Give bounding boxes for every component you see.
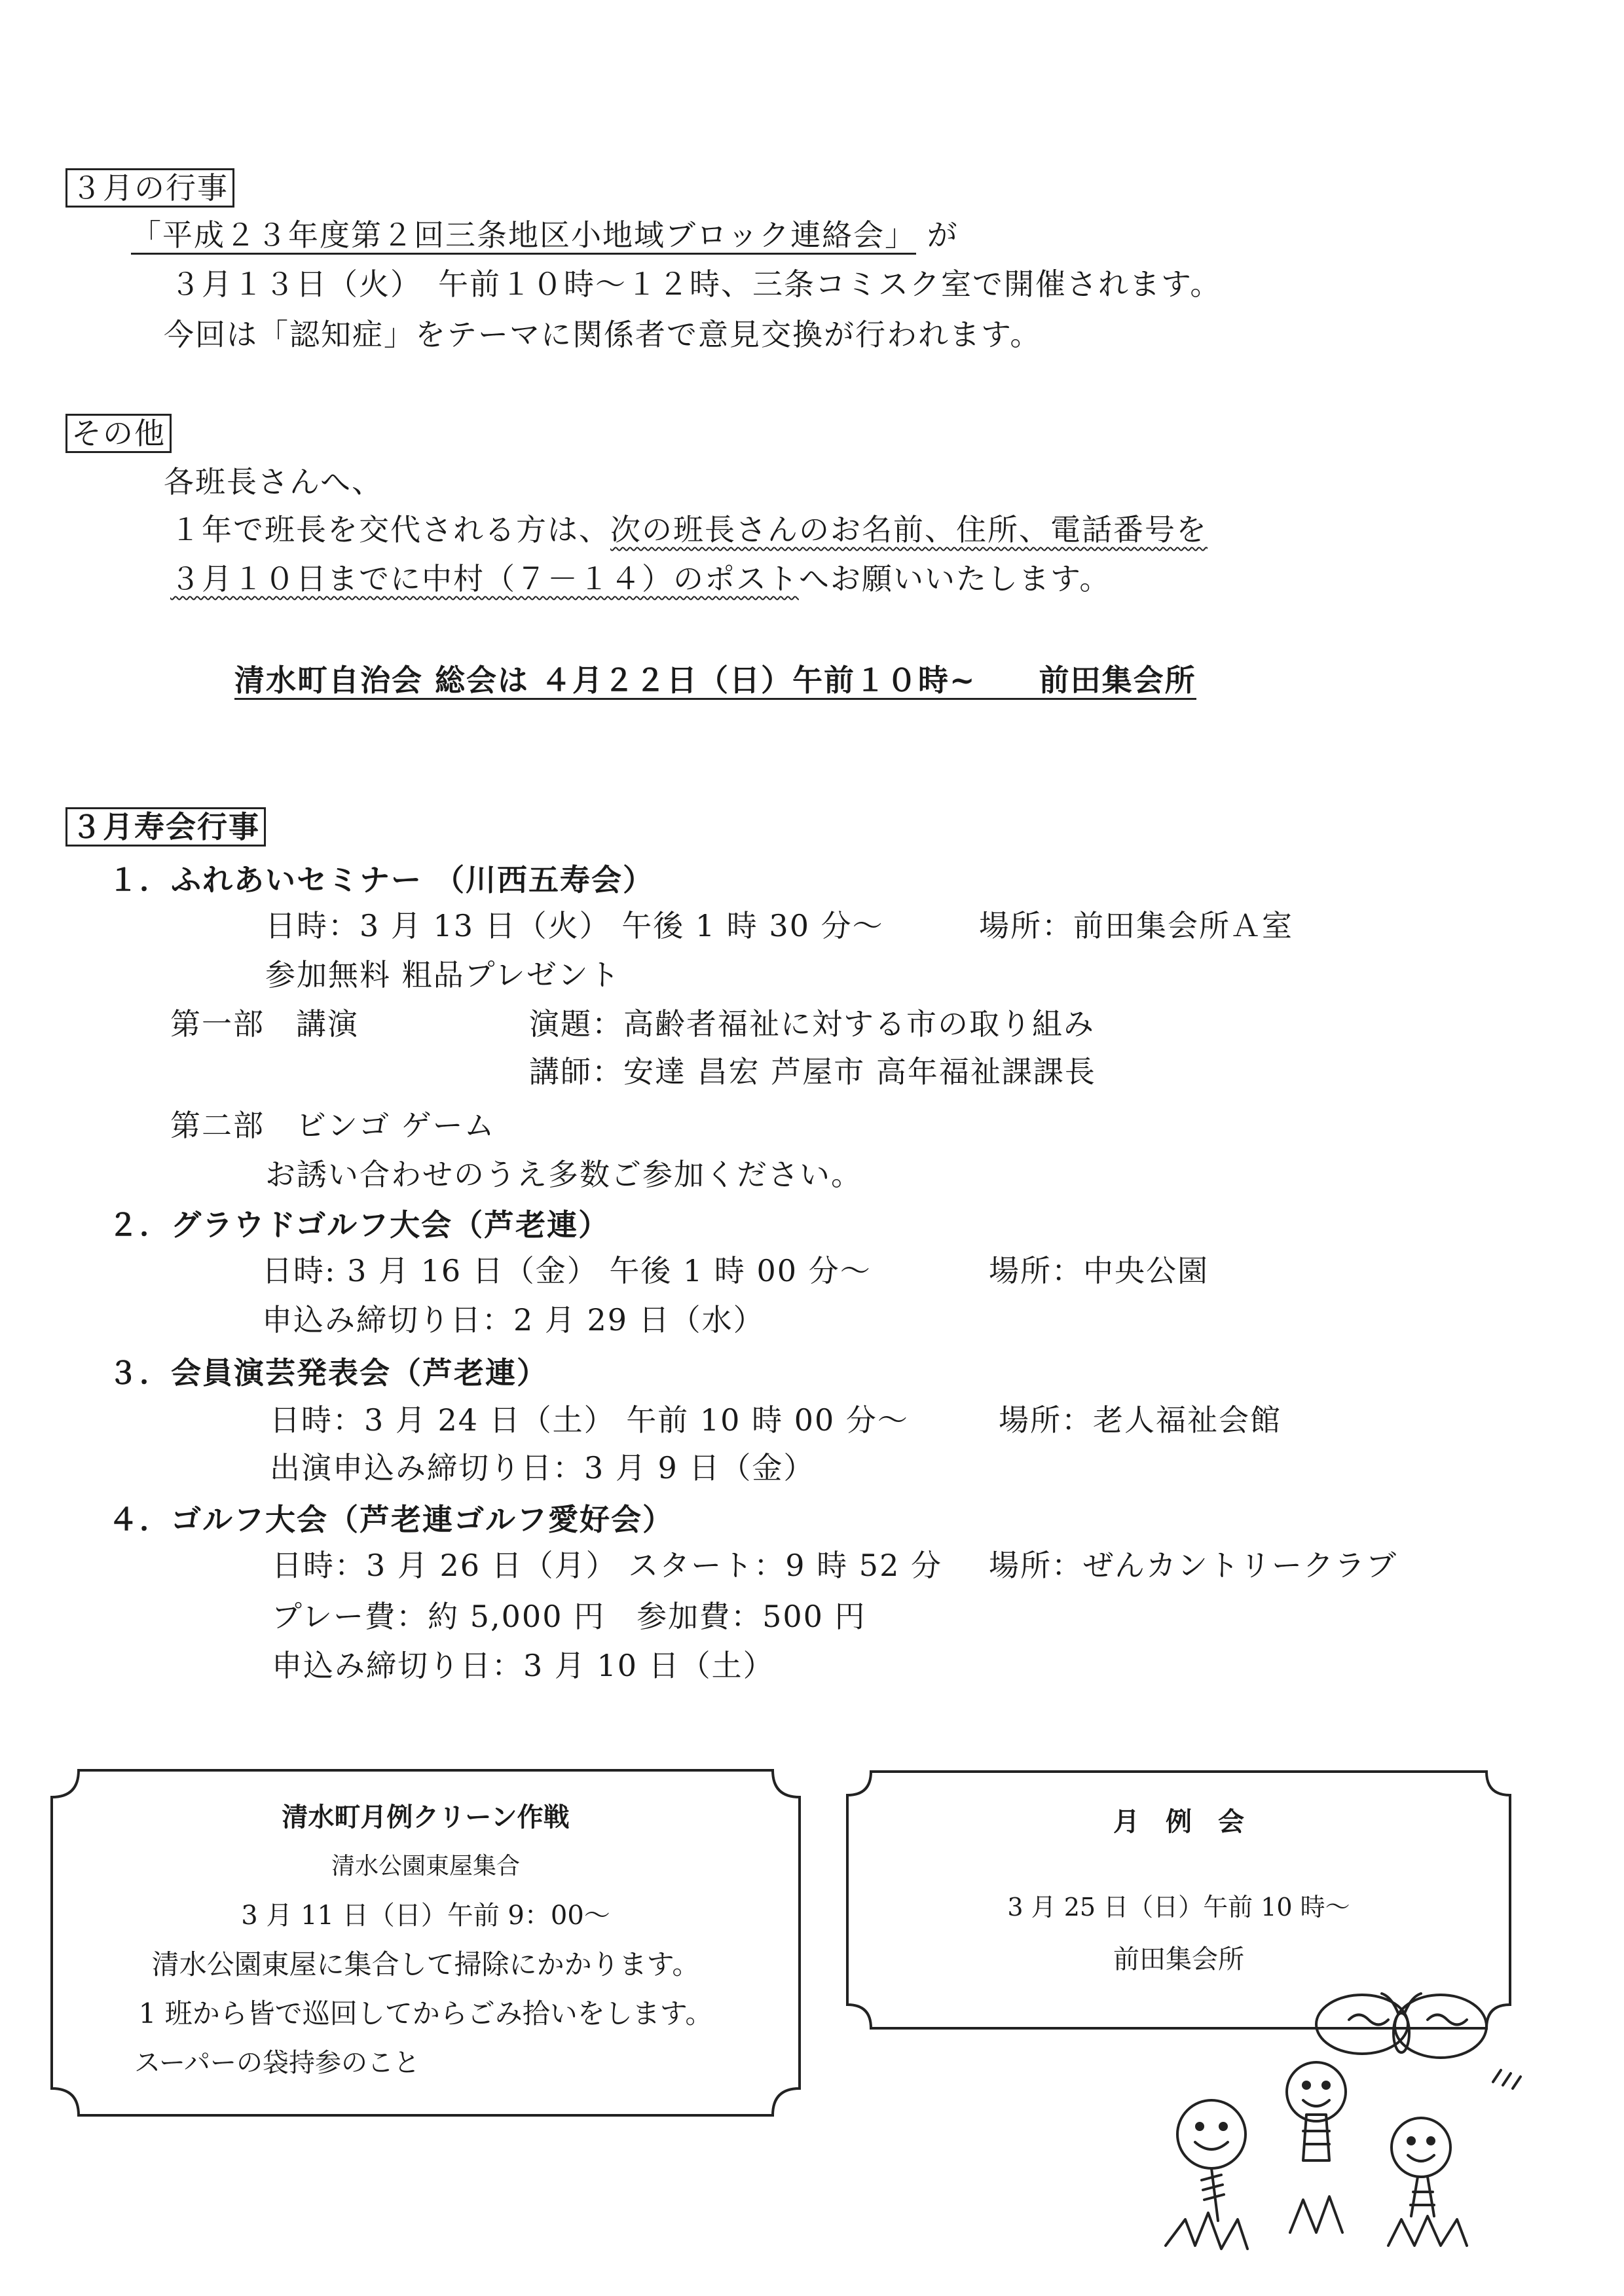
kotobuki-item-4-place: 場所：ぜんカントリークラブ [989, 1548, 1397, 1583]
monthly-meeting-place: 前田集会所 [1113, 1944, 1244, 1975]
kotobuki-item-1-invite: お誘い合わせのうえ多数ご参加ください。 [265, 1157, 862, 1192]
march-event-title-suffix: が [927, 217, 959, 253]
kotobuki-item-3-date: 日時：3 月 24 日（土） 午前 10 時 00 分～ [270, 1402, 909, 1438]
kotobuki-item-3-place: 場所：老人福祉会館 [999, 1402, 1282, 1438]
march-event-line3: 今回は「認知症」をテーマに関係者で意見交換が行われます。 [164, 317, 1042, 352]
cleanup-box-line2: 1 班から皆で巡回してからごみ拾いをします。 [138, 1997, 713, 2030]
kotobuki-item-1-title: １．ふれあいセミナー （川西五寿会） [108, 862, 655, 898]
kotobuki-item-1-date: 日時：3 月 13 日（火） 午後 1 時 30 分～ [265, 908, 884, 943]
kotobuki-item-1-note: 参加無料 粗品プレゼント [265, 957, 621, 993]
section-heading-march-events: ３月の行事 [65, 168, 234, 208]
general-meeting-notice [234, 661, 1196, 699]
kotobuki-item-4-deadline: 申込み締切り日：3 月 10 日（土） [272, 1648, 775, 1683]
kotobuki-item-1-place: 場所：前田集会所Ａ室 [979, 908, 1293, 943]
cleanup-box-line3: スーパーの袋持参のこと [134, 2048, 420, 2078]
other-line3-a: ３月１０日までに中村（７－１４）のポスト [170, 561, 799, 596]
cleanup-box-title: 清水町月例クリーン作戦 [282, 1802, 570, 1832]
other-line2 [170, 511, 1208, 549]
butterfly-icon [1316, 1994, 1486, 2058]
kotobuki-item-4-fee: プレー費：約 5,000 円 参加費：500 円 [272, 1599, 866, 1634]
smiling-flower-icon [1166, 2100, 1247, 2249]
smiling-flower-icon [1388, 2118, 1467, 2246]
monthly-meeting-title: 月 例 会 [1113, 1806, 1244, 1837]
cleanup-box-datetime: 3 月 11 日（日）午前 9：00～ [241, 1901, 610, 1931]
kotobuki-item-3-title: ３．会員演芸発表会（芦老連） [108, 1355, 548, 1391]
kotobuki-item-2-place: 場所：中央公園 [989, 1253, 1209, 1288]
kotobuki-item-1-part2-label: 第二部 ビンゴ ゲーム [170, 1108, 496, 1143]
kotobuki-item-1-part1-speaker: 講師：安達 昌宏 芦屋市 高年福祉課課長 [529, 1054, 1096, 1089]
march-event-line2: ３月１３日（火） 午前１０時～１２時、三条コミスク室で開催されます。 [170, 266, 1222, 302]
other-line2-a: １年で班長を交代される方は、 [170, 512, 610, 547]
section-heading-other: その他 [65, 414, 172, 453]
other-line2-b: 次の班長さんのお名前、住所、電話番号を [610, 512, 1208, 547]
other-line1: 各班長さんへ、 [164, 464, 384, 500]
smiling-flower-icon [1287, 2062, 1346, 2232]
cleanup-box [49, 1768, 802, 2118]
other-line3-b: へお願いいたします。 [799, 561, 1111, 596]
cleanup-box-subtitle: 清水公園東屋集合 [331, 1853, 520, 1880]
kotobuki-item-1-part1-topic: 演題：高齢者福祉に対する市の取り組み [529, 1006, 1095, 1042]
flowers-butterfly-illustration [1139, 1984, 1532, 2272]
march-event-line1 [131, 216, 959, 254]
general-meeting-text: 清水町自治会 総会は ４月２２日（日）午前１０時~ 前田集会所 [234, 663, 1196, 700]
cleanup-box-line1: 清水公園東屋に集合して掃除にかかります。 [151, 1948, 700, 1980]
monthly-meeting-datetime: 3 月 25 日（日）午前 10 時～ [1007, 1893, 1350, 1922]
march-event-title: 「平成２３年度第２回三条地区小地域ブロック連絡会」 [131, 217, 916, 255]
kotobuki-item-2-date: 日時: 3 月 16 日（金） 午後 1 時 00 分～ [262, 1253, 872, 1288]
kotobuki-item-2-title: ２．グラウドゴルフ大会（芦老連） [108, 1207, 610, 1243]
section-heading-kotobuki: ３月寿会行事 [65, 807, 266, 847]
kotobuki-item-2-deadline: 申込み締切り日：2 月 29 日（水） [262, 1302, 765, 1338]
other-line3 [170, 560, 1111, 598]
kotobuki-item-1-part1-label: 第一部 講演 [170, 1006, 359, 1042]
kotobuki-item-4-date: 日時：3 月 26 日（月） スタート：9 時 52 分 [272, 1548, 942, 1583]
kotobuki-item-3-deadline: 出演申込み締切り日：3 月 9 日（金） [270, 1450, 815, 1485]
kotobuki-item-4-title: ４．ゴルフ大会（芦老連ゴルフ愛好会） [108, 1502, 674, 1537]
